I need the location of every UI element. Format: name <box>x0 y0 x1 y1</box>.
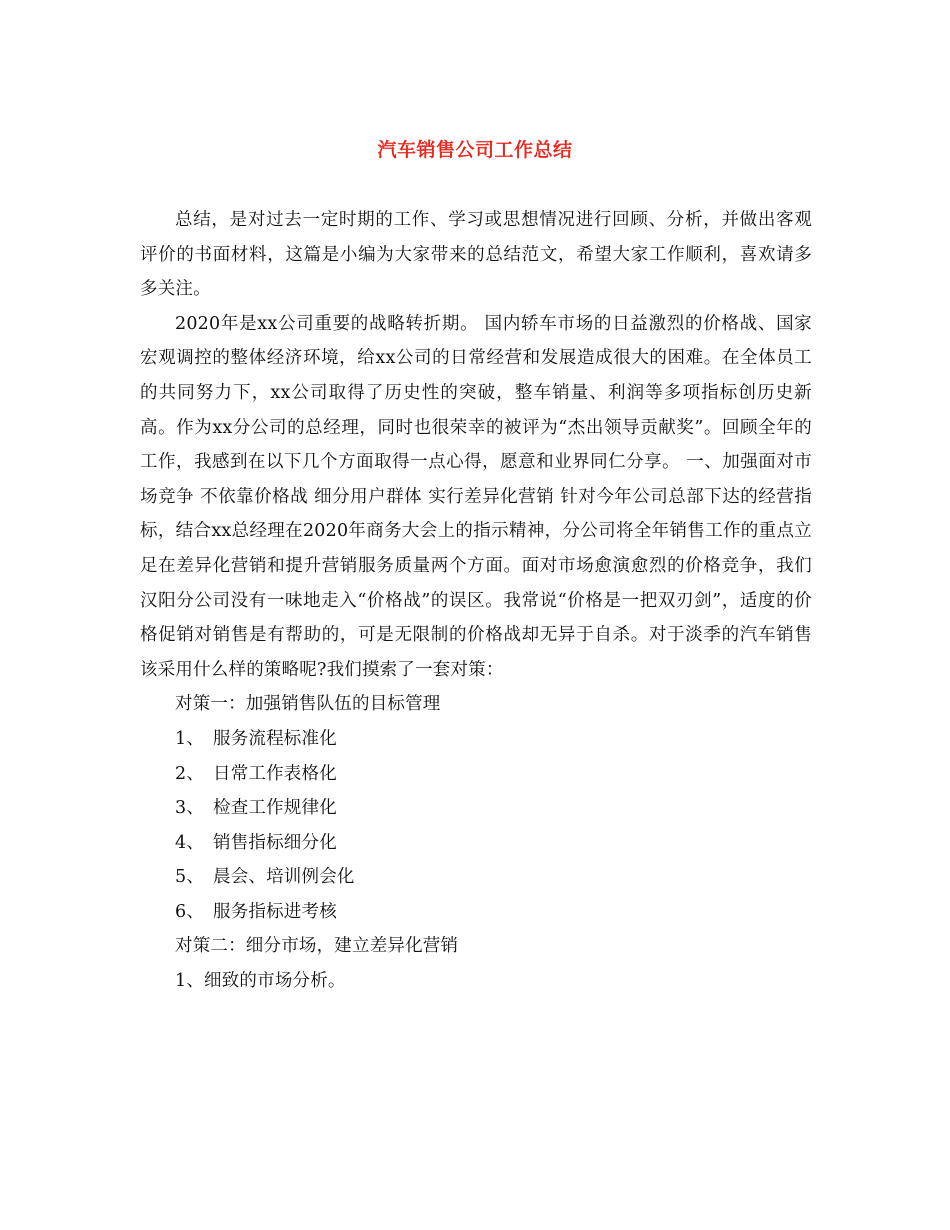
list-item-number: 2、 <box>175 763 205 784</box>
list-item-number: 3、 <box>175 798 205 819</box>
list-item <box>140 895 812 930</box>
list-item <box>140 791 812 826</box>
strategy-two-heading: 对策二：细分市场，建立差异化营销 <box>175 936 459 957</box>
document-body <box>140 203 812 999</box>
list-item <box>140 757 812 792</box>
list-item <box>140 860 812 895</box>
main-paragraph: 2020年是xx公司重要的战略转折期。 国内轿车市场的日益激烈的价格战、国家宏观调控的整体经济环境，给xx公司的日常经营和发展造成很大的困难。在全体员工的共同努力下，xx公司取得了历史性的突破，整车销量、利润等多项指标创历史新高。作为xx分公司的总经理，同时也很荣幸的被评为“杰出领导贡献奖”。回顾全年的工作，我感到在以下几个方面取得一点心得，愿意和业界同仁分享。 一、加强面对市场竞争 不依靠价格战 细分用户群体 实行差异化营销 针对今年公司总部下达的经营指标，结合xx总经理在2020年商务大会上的指示精神，分公司将全年销售工作的重点立足在差异化营销和提升营销服务质量两个方面。面对市场愈演愈烈的价格竞争，我们汉阳分公司没有一味地走入“价格战”的误区。我常说“价格是一把双刃剑”，适度的价格促销对销售是有帮助的，可是无限制的价格战却无异于自杀。对于淡季的汽车销售该采用什么样的策略呢?我们摸索了一套对策： <box>140 313 812 680</box>
list-item-text: 销售指标细分化 <box>213 832 337 853</box>
strategy-one-heading: 对策一：加强销售队伍的目标管理 <box>175 694 441 715</box>
intro-paragraph: 总结，是对过去一定时期的工作、学习或思想情况进行回顾、分析，并做出客观评价的书面材料，这篇是小编为大家带来的总结范文，希望大家工作顺利，喜欢请多多关注。 <box>140 210 812 300</box>
list-item-number: 1、 <box>175 728 205 749</box>
list-item-number: 5、 <box>175 867 205 888</box>
list-item-text: 服务流程标准化 <box>213 728 337 749</box>
list-item <box>140 826 812 861</box>
list-item-number: 4、 <box>175 832 205 853</box>
list-item-text: 检查工作规律化 <box>213 798 337 819</box>
list-item-text: 服务指标进考核 <box>213 901 337 922</box>
document-title: 汽车销售公司工作总结 <box>377 139 573 161</box>
list-item <box>140 722 812 757</box>
strategy-two-first-item: 1、细致的市场分析。 <box>175 971 346 992</box>
list-item-text: 日常工作表格化 <box>213 763 337 784</box>
list-item-number: 6、 <box>175 901 205 922</box>
list-item-text: 晨会、培训例会化 <box>213 867 355 888</box>
